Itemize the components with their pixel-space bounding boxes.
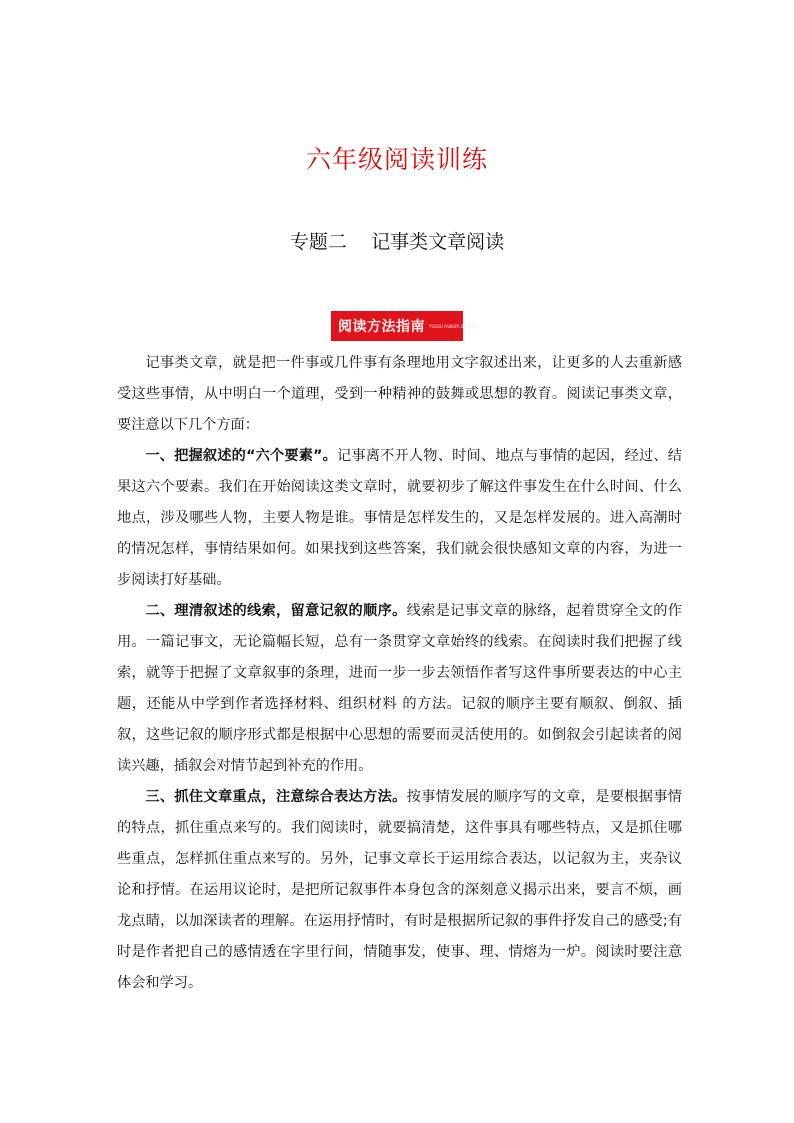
section-banner	[331, 311, 477, 341]
document-subtitle: 专题二 记事类文章阅读	[289, 231, 505, 253]
article-body	[117, 348, 682, 999]
paragraph-lead: 三、抓住文章重点，注意综合表达方法。	[145, 789, 407, 805]
paragraph-text: 线索是记事文章的脉络，起着贯穿全文的作用。一篇记事文，无论篇幅长短，总有一条贯穿文章始终的线索。在阅读时我们把握了线索，就等于把握了文章叙事的条理，进而一步一步去领悟作者写这件事所要表达的中心主题，还能从中学到作者选择材料、组织材料 的方法。记叙的顺序主要有顺叙、倒叙、插叙，这些记叙的顺序形式都是根据中心思想的需要而灵活使用的。如倒叙会引起读者的阅读兴趣，插叙会对情节起到补充的作用。	[117, 603, 682, 774]
banner-small-text: YUEDU FANGFA ZHINAN	[429, 323, 477, 329]
paragraph-lead: 二、理清叙述的线索，留意记叙的顺序。	[145, 603, 407, 619]
paragraph-text: 记事类文章，就是把一件事或几件事有条理地用文字叙述出来，让更多的人去重新感受这些事情，从中明白一个道理，受到一种精神的鼓舞或思想的教育。阅读记事类文章，要注意以下几个方面：	[117, 355, 682, 433]
point-paragraph-3	[117, 782, 682, 999]
paragraph-text: 记事离不开人物、时间、地点与事情的起因，经过、结果这六个要素。我们在开始阅读这类文章时，就要初步了解这件事发生在什么时间、什么地点，涉及哪些人物，主要人物是谁。事情是怎样发生的，又是怎样发展的。进入高潮时的情况怎样，事情结果如何。如果找到这些答案，我们就会很快感知文章的内容，为进一步阅读打好基础。	[117, 448, 682, 588]
intro-paragraph	[117, 348, 682, 441]
document-title: 六年级阅读训练	[305, 145, 488, 174]
paragraph-text: 按事情发展的顺序写的文章，是要根据事情的特点，抓住重点来写的。我们阅读时，就要搞清楚，这件事具有哪些特点，又是抓住哪些重点，怎样抓住重点来写的。另外，记事文章长于运用综合表达，以记叙为主，夹杂议论和抒情。在运用议论时，是把所记叙事件本身包含的深刻意义揭示出来，要言不烦，画龙点睛，以加深读者的理解。在运用抒情时，有时是根据所记叙的事件抒发自己的感受;有时是作者把自己的感情透在字里行间，情随事发，使事、理、情熔为一炉。阅读时要注意体会和学习。	[117, 789, 682, 991]
point-paragraph-1	[117, 441, 682, 596]
point-paragraph-2	[117, 596, 682, 782]
banner-label: 阅读方法指南	[338, 319, 425, 335]
paragraph-lead: 一、把握叙述的“六个要素”。	[145, 448, 338, 464]
